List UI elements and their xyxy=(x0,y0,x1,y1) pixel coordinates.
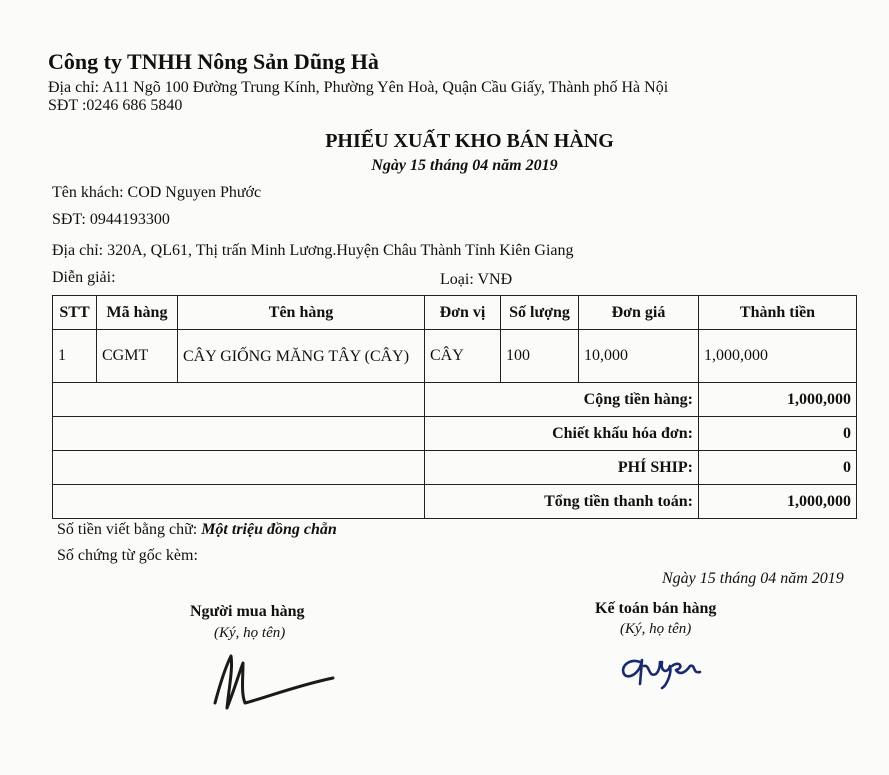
ship-label: PHÍ SHIP: xyxy=(425,451,699,485)
summary-empty-cell xyxy=(53,451,425,485)
cell-price: 10,000 xyxy=(579,330,699,383)
summary-empty-cell xyxy=(53,417,425,451)
header-amount: Thành tiền xyxy=(699,296,857,330)
accountant-title: Kế toán bán hàng xyxy=(595,600,717,617)
header-unit: Đơn vị xyxy=(425,296,501,330)
document-date: Ngày 15 tháng 04 năm 2019 xyxy=(371,157,558,174)
accountant-note: (Ký, họ tên) xyxy=(620,621,692,637)
header-name: Tên hàng xyxy=(178,296,425,330)
words-label: Số tiền viết bằng chữ: xyxy=(57,521,202,538)
items-table xyxy=(52,295,857,519)
currency-label: Loại: VNĐ xyxy=(440,271,513,288)
summary-row-subtotal xyxy=(53,383,857,417)
customer-name: Tên khách: COD Nguyen Phước xyxy=(52,184,262,201)
buyer-note: (Ký, họ tên) xyxy=(214,625,286,641)
company-phone: SĐT :0246 686 5840 xyxy=(48,97,183,114)
total-label: Tổng tiền thanh toán: xyxy=(425,485,699,519)
header-code: Mã hàng xyxy=(97,296,178,330)
amount-in-words xyxy=(57,521,337,539)
cell-amount: 1,000,000 xyxy=(699,330,857,383)
attachments-label: Số chứng từ gốc kèm: xyxy=(57,547,198,564)
cell-unit: CÂY xyxy=(425,330,501,383)
buyer-title: Người mua hàng xyxy=(190,603,305,620)
customer-phone: SĐT: 0944193300 xyxy=(52,211,170,228)
cell-name: CÂY GIỐNG MĂNG TÂY (CÂY) xyxy=(178,330,425,383)
accountant-signature-icon xyxy=(610,640,720,690)
summary-row-discount xyxy=(53,417,857,451)
sign-date: Ngày 15 tháng 04 năm 2019 xyxy=(662,570,844,587)
words-value: Một triệu đồng chẵn xyxy=(201,521,337,538)
table-header-row xyxy=(53,296,857,330)
ship-value: 0 xyxy=(699,451,857,485)
cell-code: CGMT xyxy=(97,330,178,383)
summary-empty-cell xyxy=(53,485,425,519)
company-name: Công ty TNHH Nông Sản Dũng Hà xyxy=(48,49,379,74)
summary-row-total xyxy=(53,485,857,519)
document-title: PHIẾU XUẤT KHO BÁN HÀNG xyxy=(325,130,614,152)
buyer-signature-icon xyxy=(205,648,345,720)
company-address: Địa chỉ: A11 Ngõ 100 Đường Trung Kính, Phường Yên Hoà, Quận Cầu Giấy, Thành phố Hà Nội xyxy=(48,79,669,96)
cell-qty: 100 xyxy=(501,330,579,383)
header-stt: STT xyxy=(53,296,97,330)
subtotal-label: Cộng tiền hàng: xyxy=(425,383,699,417)
header-price: Đơn giá xyxy=(579,296,699,330)
summary-row-ship xyxy=(53,451,857,485)
header-qty: Số lượng xyxy=(501,296,579,330)
table-row xyxy=(53,330,857,383)
description-label: Diễn giải: xyxy=(52,269,116,286)
cell-stt: 1 xyxy=(53,330,97,383)
summary-empty-cell xyxy=(53,383,425,417)
subtotal-value: 1,000,000 xyxy=(699,383,857,417)
total-value: 1,000,000 xyxy=(699,485,857,519)
discount-label: Chiết khấu hóa đơn: xyxy=(425,417,699,451)
discount-value: 0 xyxy=(699,417,857,451)
customer-address: Địa chỉ: 320A, QL61, Thị trấn Minh Lương.Huyện Châu Thành Tỉnh Kiên Giang xyxy=(52,242,574,259)
